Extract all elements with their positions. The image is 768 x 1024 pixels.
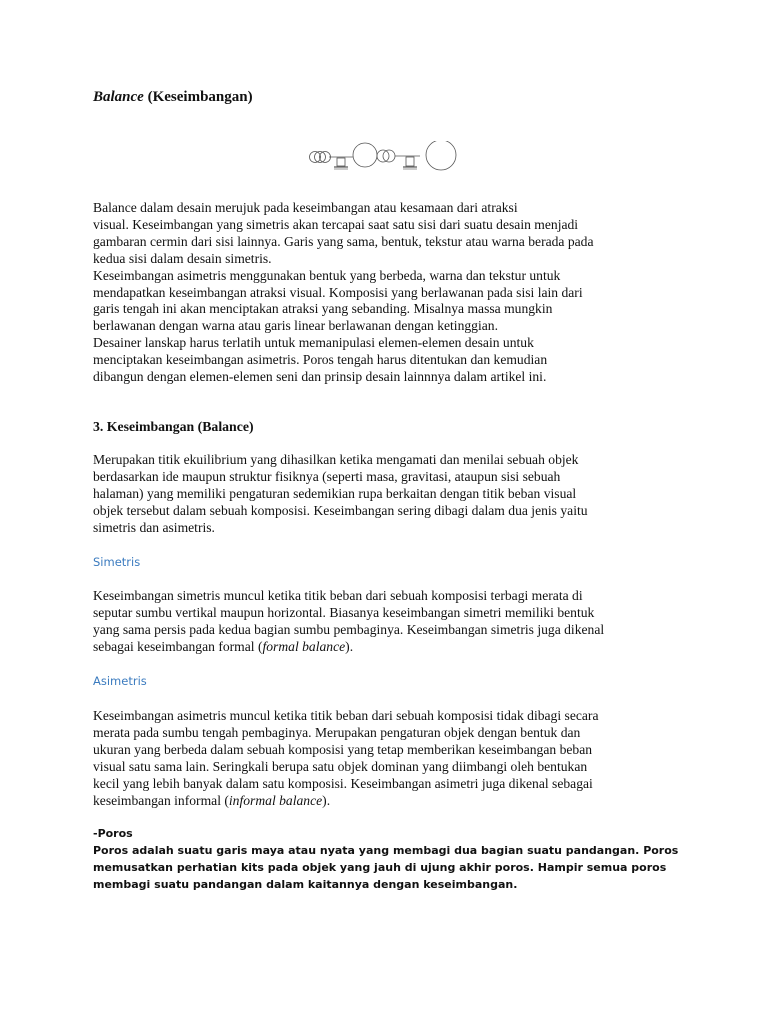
page-title bbox=[93, 89, 253, 106]
simetris-line: seputar sumbu vertikal maupun horizontal. Biasanya keseimbangan simetri memiliki bentuk bbox=[93, 604, 595, 620]
asimetris-line: visual satu sama lain. Seringkali berupa satu objek dominan yang diimbangi oleh bentukan bbox=[93, 758, 588, 774]
intro-line: mendapatkan keseimbangan atraksi visual. Komposisi yang berlawanan pada sisi lain dari bbox=[93, 284, 583, 300]
title-rest: (Keseimbangan) bbox=[143, 89, 253, 105]
poros-heading: -Poros bbox=[93, 827, 133, 840]
intro-line: garis tengah ini akan menciptakan atraksi yang sebanding. Misalnya massa mungkin bbox=[93, 301, 553, 317]
simetris-line: yang sama persis pada kedua bagian sumbu pembaginya. Keseimbangan simetris juga dikenal bbox=[93, 621, 605, 637]
section3-line: simetris dan asimetris. bbox=[93, 519, 215, 535]
section3-line: objek tersebut dalam sebuah komposisi. Keseimbangan sering dibagi dalam dua jenis yaitu bbox=[93, 502, 588, 518]
title-italic: Balance bbox=[93, 89, 144, 105]
intro-line: Keseimbangan asimetris menggunakan bentuk yang berbeda, warna dan tekstur untuk bbox=[93, 267, 561, 283]
section3-line: halaman) yang memiliki pengaturan sedemikian rupa berkaitan dengan titik beban visual bbox=[93, 485, 577, 501]
intro-line: kedua sisi dalam desain simetris. bbox=[93, 250, 272, 266]
section-heading: 3. Keseimbangan (Balance) bbox=[93, 419, 254, 434]
intro-line: menciptakan keseimbangan asimetris. Poros tengah harus ditentukan dan kemudian bbox=[93, 352, 548, 368]
asimetris-line: Keseimbangan asimetris muncul ketika titik beban dari sebuah komposisi tidak dibagi secara bbox=[93, 708, 599, 723]
simetris-paragraph bbox=[93, 588, 683, 656]
section3-line: berdasarkan ide maupun struktur fisiknya (seperti masa, gravitasi, ataupun sisi sebuah bbox=[93, 468, 561, 484]
asimetris-last-italic: informal balance bbox=[228, 792, 323, 808]
simetris-last-prefix: sebagai keseimbangan formal ( bbox=[93, 638, 263, 654]
simetris-last-suffix: ). bbox=[345, 638, 354, 654]
simetris-line-last bbox=[93, 639, 683, 656]
section3-line: Merupakan titik ekuilibrium yang dihasilkan ketika mengamati dan menilai sebuah objek bbox=[93, 452, 579, 467]
asimetris-subheading: Asimetris bbox=[93, 674, 147, 688]
simetris-subheading: Simetris bbox=[93, 555, 141, 569]
intro-line: Desainer lanskap harus terlatih untuk memanipulasi elemen-elemen desain untuk bbox=[93, 335, 534, 351]
intro-paragraph bbox=[93, 200, 683, 386]
intro-line: Balance dalam desain merujuk pada keseimbangan atau kesamaan dari atraksi bbox=[93, 200, 518, 215]
poros-line: memusatkan perhatian kits pada objek yang jauh di ujung akhir poros. Hampir semua poros bbox=[93, 861, 667, 874]
poros-line: membagi suatu pandangan dalam kaitannya dengan keseimbangan. bbox=[93, 878, 518, 891]
intro-line: visual. Keseimbangan yang simetris akan tercapai saat satu sisi dari suatu desain menjadi bbox=[93, 216, 579, 232]
asimetris-line: kecil yang lebih banyak dalam satu komposisi. Keseimbangan asimetri juga dikenal sebagai bbox=[93, 775, 593, 791]
intro-line: gambaran cermin dari sisi lainnya. Garis yang sama, bentuk, tekstur atau warna berada pada bbox=[93, 233, 594, 249]
balance-scale-diagram-icon bbox=[303, 141, 461, 186]
simetris-line: Keseimbangan simetris muncul ketika titik beban dari sebuah komposisi terbagi merata di bbox=[93, 588, 583, 603]
poros-line: Poros adalah suatu garis maya atau nyata yang membagi dua bagian suatu pandangan. Poros bbox=[93, 844, 679, 857]
asimetris-last-prefix: keseimbangan informal ( bbox=[93, 792, 229, 808]
poros-section bbox=[93, 825, 678, 893]
intro-line: dibangun dengan elemen-elemen seni dan prinsip desain lainnnya dalam artikel ini. bbox=[93, 369, 547, 385]
section3-paragraph bbox=[93, 452, 683, 537]
intro-line: berlawanan dengan warna atau garis linear berlawanan dengan ketinggian. bbox=[93, 318, 498, 334]
asimetris-last-suffix: ). bbox=[322, 792, 331, 808]
asimetris-line-last bbox=[93, 793, 683, 810]
asimetris-paragraph bbox=[93, 708, 683, 809]
simetris-last-italic: formal balance bbox=[262, 638, 346, 654]
asimetris-line: ukuran yang berbeda dalam sebuah komposisi yang tetap memberikan keseimbangan beban bbox=[93, 741, 593, 757]
asimetris-line: merata pada sumbu tengah pembaginya. Merupakan pengaturan objek dengan bentuk dan bbox=[93, 724, 581, 740]
